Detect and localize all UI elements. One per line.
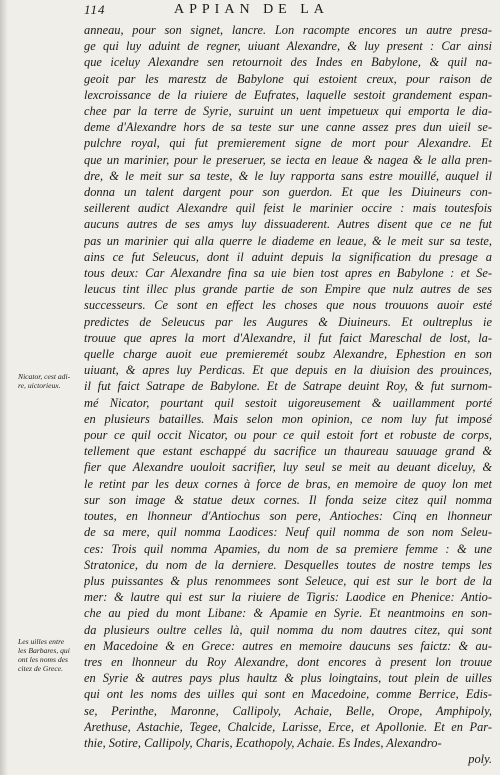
text-line: Stratonice, du nom de la derniere. Desquelles toutes de nostre temps les	[84, 557, 492, 572]
text-line: mer: & lautre qui est sur la riuiere de Tigris: Laodice en Phenice: Antio-	[84, 590, 492, 605]
text-line: ains ce fut Seleucus, dont il aduint depuis la signification du presage a	[84, 249, 492, 264]
margin-note-line: ont les noms des	[18, 655, 68, 664]
text-line: seillerent audict Alexandre quil feist le marinier occire : mais toutesfois	[84, 201, 492, 216]
text-line: predictes de Seleucus par les Augures & Diuineurs. Et oultreplus ie	[84, 314, 492, 329]
margin-note-uilles	[18, 637, 84, 673]
text-line: donna un talent dargent pour son guerdon. Et que les Diuineurs con-	[84, 185, 492, 200]
text-line: tres en lhonneur du Roy Alexandre, dont encores à present lon trouue	[84, 654, 492, 669]
text-line: leucus tint illec plus grande partie de son Empire que nulz autres de ses	[84, 282, 492, 297]
text-line: che au pied du mont Libane: & Apamie en Syrie. Et neantmoins en son-	[84, 606, 492, 621]
folio-number: 114	[84, 2, 106, 17]
text-line: da plusieurs oultre celles là, quil nomma du nom dautres citez, qui sont	[84, 622, 492, 637]
margin-note-line: citez de Grece.	[18, 664, 64, 673]
text-line: pas un marinier qui alla querre le diademe en leaue, & le meit sur sa teste,	[84, 233, 492, 248]
text-line: se, Perinthe, Maronne, Callipoly, Achaie, Belle, Orope, Amphipoly,	[84, 703, 492, 718]
text-line: anneau, pour son signet, lancre. Lon racompte encores un autre presa-	[84, 23, 492, 37]
text-line: trouue que apres la mort d'Alexandre, il fut faict Mareschal de lost, la-	[84, 330, 492, 345]
text-line: dre, & le meit sur sa teste, & le luy rapporta sans estre mouillé, auquel il	[84, 168, 492, 183]
text-line: tellement que estant eschappé du sacrifice un thaureau sauuage grand &	[84, 444, 492, 459]
text-line: Arethuse, Astachie, Tegee, Chalcide, Larisse, Erce, et Apollonie. Et en Par-	[84, 719, 492, 734]
text-line: toutes, en lhonneur d'Antiochus son pere, Antioches: Cinq en lhonneur	[84, 509, 492, 524]
text-line: poly.	[468, 752, 492, 767]
text-line: mé Nicator, pourtant quil sestoit uigoreusement & uaillamment porté	[84, 395, 492, 410]
page-header	[84, 2, 484, 22]
text-line: que iceluy Alexandre sen retournoit des Indes en Babylone, & quil na-	[84, 55, 492, 70]
text-line: aucuns autres de ses amys luy dissuaderent. Autres disent que ce ne fut	[84, 217, 492, 232]
margin-note-line: les Barbares, qui	[18, 646, 70, 655]
running-head: APPIAN DE LA	[174, 2, 329, 17]
text-line: deme d'Alexandre hors de sa teste sur une canne assez pres dun uieil se-	[84, 120, 492, 135]
text-line: successeurs. Ce sont en effect les choses que nous trouuons auoir esté	[84, 298, 492, 313]
text-line: en Syrie & autres pays plus haultz & plus loingtains, tout plein de uilles	[84, 671, 492, 686]
text-line: de sa mere, quil nomma Laodices: Neuf quil nomma de son nom Seleu-	[84, 525, 492, 540]
body-text	[84, 22, 492, 767]
text-line: quelle charge auoit eue premieremét soubz Alexandre, Ephestion en son	[84, 347, 492, 362]
text-line: uiuant, & apres luy Perdicas. Et que depuis en la diuision des prouinces,	[84, 363, 492, 378]
text-line: ge qui luy aduint de regner, uiuant Alexandre, & luy present : Car ainsi	[84, 39, 492, 54]
text-line: en Macedoine & en Grece: autres en memoire daucuns ses faictz: & au-	[84, 638, 492, 653]
text-line: ces: Trois quil nomma Apamies, du nom de sa premiere femme : & une	[84, 541, 492, 556]
text-line: tous deux: Car Alexandre fina sa uie bien tost apres en Babylone : et Se-	[84, 266, 492, 281]
text-line: que un marinier, pour le preseruer, se iecta en leaue & nagea & le alla pren-	[84, 152, 492, 167]
margin-note-line: Nicator, cest adi-	[18, 372, 71, 381]
margin-note-line: Les uilles entre	[18, 637, 65, 646]
text-line: chee par la terre de Syrie, suruint un uent impetueux qui emporta le dia-	[84, 104, 492, 119]
text-line: plus puissantes & plus renommees sont Seleuce, qui est sur le bort de la	[84, 573, 492, 588]
text-line: le retint par les deux cornes à force de bras, en memoire de quoy lon met	[84, 476, 492, 491]
margin-note-nicator	[18, 372, 84, 390]
text-line: thie, Sotire, Callipoly, Charis, Ecathopoly, Achaie. Es Indes, Alexandro-	[84, 735, 442, 750]
text-line: fier que Alexandre uouloit sacrifier, luy seul se meit au deuant diceluy, &	[84, 460, 492, 475]
text-line: sur son image & statue deux cornes. Il fonda seize citez quil nomma	[84, 492, 492, 507]
text-line: pulchre royal, qui fut premierement signe de mort pour Alexandre. Et	[84, 136, 492, 151]
text-line: il fut faict Satrape de Babylone. Et de Satrape deuint Roy, & fut surnom-	[84, 379, 492, 394]
text-line: lexcroissance de la riuiere de Eufrates, laquelle sestoit grandement espan-	[84, 87, 492, 102]
text-line: pour ce quil occit Nicator, ou pour ce quil estoit fort et robuste de corps,	[84, 428, 492, 443]
page-gutter-shadow	[0, 0, 8, 775]
text-line: geoit par les marestz de Babylone qui estoient creux, pour raison de	[84, 71, 492, 86]
margin-note-line: re, uictorieux.	[18, 381, 61, 390]
text-line: en plusieurs batailles. Mais selon mon opinion, ce nom luy fut imposé	[84, 411, 492, 426]
text-line: qui ont les noms des uilles qui sont en Macedoine, comme Berrice, Edis-	[84, 687, 492, 702]
